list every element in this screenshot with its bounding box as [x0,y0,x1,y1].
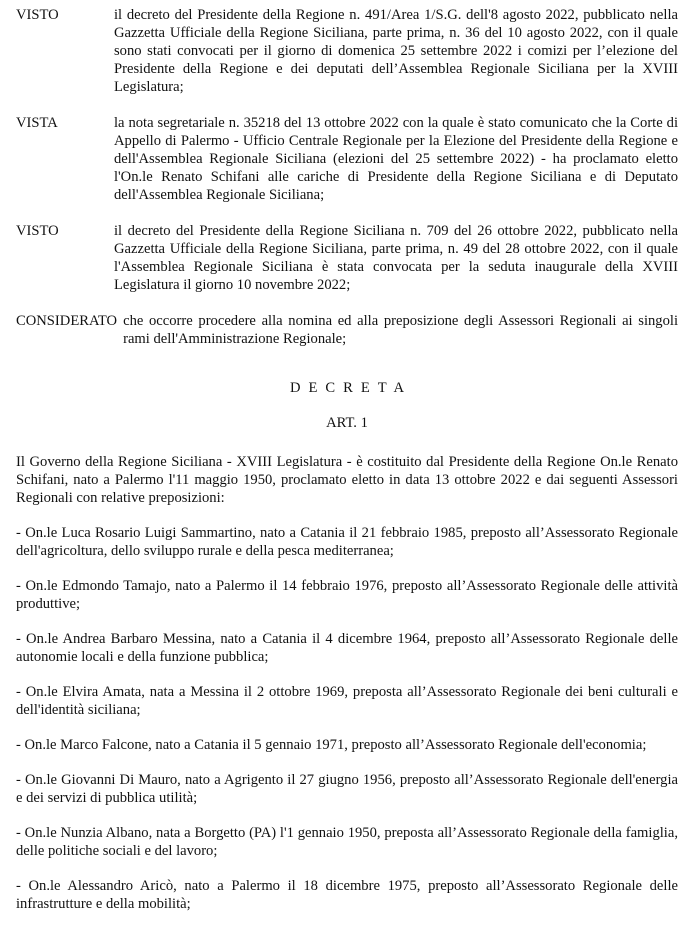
assessore-item: - On.le Andrea Barbaro Messina, nato a Catania il 4 dicembre 1964, preposto all’Assessorato Regionale delle autonomie locali e della funzione pubblica; [16,631,678,665]
premise-visto-1 [16,6,678,96]
assessore-item: - On.le Giovanni Di Mauro, nato a Agrigento il 27 giugno 1956, preposto all’Assessorato Regionale dell'energia e dei servizi di pubblica utilità; [16,772,678,806]
premise-text: il decreto del Presidente della Regione Siciliana n. 709 del 26 ottobre 2022, pubblicato nella Gazzetta Ufficiale della Regione Siciliana, parte prima, n. 49 del 28 ottobre 2022, con il quale l'Assemblea Regionale Siciliana è stata convocata per la seduta inaugurale della XVIII Legislatura il giorno 10 novembre 2022; [114,223,678,293]
premise-text: la nota segretariale n. 35218 del 13 ottobre 2022 con la quale è stato comunicato che la Corte di Appello di Palermo - Ufficio Centrale Regionale per la Elezione del Presidente della Regione e dell'Assemblea Regionale Siciliana (elezioni del 25 settembre 2022) - ha proclamato eletto l'On.le Renato Schifani alle cariche di Presidente della Regione Siciliana e di Deputato dell'Assemblea Regionale Siciliana; [114,115,678,203]
premise-label: VISTO [16,223,59,239]
assessore-item: - On.le Nunzia Albano, nata a Borgetto (PA) l'1 gennaio 1950, preposta all’Assessorato Regionale della famiglia, delle politiche sociali e del lavoro; [16,825,678,859]
decreta-heading: DECRETA [289,380,413,396]
premise-vista [16,114,678,204]
assessori-list [16,524,678,913]
premise-label: VISTA [16,115,58,131]
premise-text: che occorre procedere alla nomina ed alla preposizione degli Assessori Regionali ai singoli rami dell'Amministrazione Regionale; [123,313,678,347]
assessore-item: - On.le Edmondo Tamajo, nato a Palermo il 14 febbraio 1976, preposto all’Assessorato Regionale delle attività produttive; [16,578,678,612]
premise-visto-2 [16,222,678,294]
assessore-item: - On.le Elvira Amata, nata a Messina il 2 ottobre 1969, preposta all’Assessorato Regionale dei beni culturali e dell'identità siciliana; [16,684,678,718]
article-heading: ART. 1 [326,415,368,431]
premise-considerato [16,312,678,348]
assessore-item: - On.le Marco Falcone, nato a Catania il 5 gennaio 1971, preposto all’Assessorato Regionale dell'economia; [16,737,647,753]
premise-label: VISTO [16,7,59,23]
premise-text: il decreto del Presidente della Regione n. 491/Area 1/S.G. dell'8 agosto 2022, pubblicato nella Gazzetta Ufficiale della Regione Siciliana, parte prima, n. 36 del 10 agosto 2022, con il quale sono stati convocati per il giorno di domenica 25 settembre 2022 i comizi per l’elezione del Presidente della Regione e dei deputati dell’Assemblea Regionale Siciliana per la XVIII Legislatura; [114,7,678,95]
article-intro: Il Governo della Regione Siciliana - XVIII Legislatura - è costituito dal Presidente della Regione On.le Renato Schifani, nato a Palermo l'11 maggio 1950, proclamato eletto in data 13 ottobre 2022 e dai seguenti Assessori Regionali con relative preposizioni: [16,454,678,506]
assessore-item: - On.le Luca Rosario Luigi Sammartino, nato a Catania il 21 febbraio 1985, preposto all’Assessorato Regionale dell'agricoltura, dello sviluppo rurale e della pesca mediterranea; [16,525,678,559]
assessore-item: - On.le Alessandro Aricò, nato a Palermo il 18 dicembre 1975, preposto all’Assessorato Regionale delle infrastrutture e della mobilità; [16,878,678,912]
premise-label: CONSIDERATO [16,313,118,329]
